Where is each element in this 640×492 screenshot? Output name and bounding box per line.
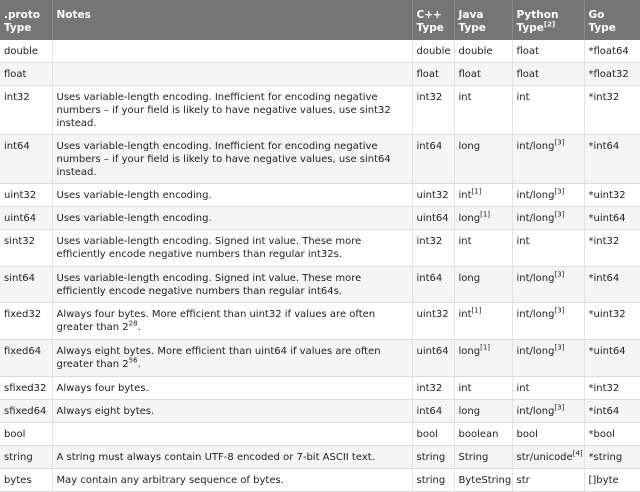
table-row: [0, 86, 640, 135]
python-type-value: float: [516, 46, 539, 57]
python-type-value: bool: [516, 429, 538, 440]
notes-text: Uses variable-length encoding. Inefficient for encoding negative numbers – if your field is likely to have negative values, use sint32 instead.: [56, 92, 391, 129]
go-type-value: *uint32: [588, 309, 626, 320]
go-type-cell: [584, 303, 640, 340]
proto-type-value: int32: [4, 92, 30, 103]
proto-type-value: bool: [4, 429, 26, 440]
cpp-type-cell: [412, 40, 454, 63]
go-type-value: []byte: [588, 475, 619, 486]
cpp-type-value: float: [416, 69, 439, 80]
notes-exponent: 56: [128, 356, 138, 365]
cpp-type-cell: [412, 230, 454, 267]
header-proto-type: [0, 0, 52, 40]
notes-cell: [52, 303, 412, 340]
java-type-cell: [454, 469, 512, 492]
python-type-cell: [512, 63, 584, 86]
python-footnote-link[interactable]: [3]: [554, 403, 565, 412]
notes-text: May contain any arbitrary sequence of bytes.: [56, 475, 284, 486]
table-row: [0, 377, 640, 400]
go-type-cell: [584, 135, 640, 184]
notes-text: A string must always contain UTF-8 encoded or 7-bit ASCII text.: [56, 452, 375, 463]
python-type-cell: [512, 377, 584, 400]
go-type-cell: [584, 207, 640, 230]
python-type-value: str: [516, 475, 530, 486]
java-type-value: String: [458, 452, 489, 463]
cpp-type-value: int32: [416, 92, 443, 103]
proto-type-value: sfixed64: [4, 406, 47, 417]
go-type-value: *int32: [588, 383, 620, 394]
notes-cell: [52, 135, 412, 184]
python-type-value: int/long: [516, 309, 555, 320]
table-row: [0, 446, 640, 469]
java-footnote-link[interactable]: [1]: [480, 210, 491, 219]
java-type-value: int: [458, 309, 472, 320]
notes-cell: [52, 400, 412, 423]
table-row: [0, 267, 640, 303]
go-type-value: *int64: [588, 141, 620, 152]
proto-type-cell: [0, 230, 52, 267]
table-row: [0, 340, 640, 377]
python-footnote-link[interactable]: [3]: [554, 187, 565, 196]
go-type-value: *int32: [588, 92, 620, 103]
cpp-type-cell: [412, 207, 454, 230]
notes-exponent: 28: [128, 319, 138, 328]
cpp-type-cell: [412, 469, 454, 492]
python-type-value: int: [516, 236, 530, 247]
cpp-type-value: uint64: [416, 213, 449, 224]
cpp-type-cell: [412, 86, 454, 135]
cpp-type-cell: [412, 377, 454, 400]
proto-type-value: sfixed32: [4, 383, 47, 394]
notes-cell: [52, 63, 412, 86]
go-type-cell: [584, 40, 640, 63]
header-notes: [52, 0, 412, 40]
go-type-value: *int64: [588, 406, 620, 417]
java-type-cell: [454, 63, 512, 86]
proto-type-cell: [0, 400, 52, 423]
cpp-type-value: bool: [416, 429, 438, 440]
java-type-cell: [454, 267, 512, 303]
java-type-cell: [454, 86, 512, 135]
python-type-value: int/long: [516, 190, 555, 201]
proto-type-cell: [0, 40, 52, 63]
table-body: [0, 40, 640, 492]
cpp-type-cell: [412, 446, 454, 469]
proto-type-value: bytes: [4, 475, 32, 486]
proto-type-cell: [0, 267, 52, 303]
cpp-type-cell: [412, 267, 454, 303]
notes-cell: [52, 184, 412, 207]
python-type-cell: [512, 207, 584, 230]
python-type-value: int: [516, 92, 530, 103]
proto-type-value: string: [4, 452, 33, 463]
cpp-type-value: uint64: [416, 346, 449, 357]
notes-text: Always eight bytes.: [56, 406, 155, 417]
go-type-cell: [584, 446, 640, 469]
header-cpp-type-label: C++ Type: [416, 9, 444, 34]
header-proto-type-label: .proto Type: [4, 9, 41, 34]
java-type-value: long: [458, 346, 481, 357]
go-type-value: *uint64: [588, 213, 626, 224]
cpp-type-value: string: [416, 475, 446, 486]
proto-type-cell: [0, 423, 52, 446]
table-row: [0, 135, 640, 184]
java-type-cell: [454, 400, 512, 423]
go-type-value: *float32: [588, 69, 629, 80]
cpp-type-value: int64: [416, 406, 443, 417]
java-type-value: float: [458, 69, 481, 80]
go-type-value: *int32: [588, 236, 620, 247]
notes-text: Always four bytes. More efficient than uint32 if values are often greater than 2: [56, 309, 376, 333]
go-type-value: *bool: [588, 429, 615, 440]
proto-type-cell: [0, 184, 52, 207]
java-footnote-link[interactable]: [1]: [471, 187, 482, 196]
python-type-value: int/long: [516, 141, 555, 152]
go-type-value: *float64: [588, 46, 629, 57]
java-type-cell: [454, 423, 512, 446]
notes-text: Uses variable-length encoding.: [56, 190, 212, 201]
table-row: [0, 184, 640, 207]
java-type-value: boolean: [458, 429, 499, 440]
header-python-footnote[interactable]: [2]: [543, 20, 556, 29]
cpp-type-value: uint32: [416, 309, 449, 320]
go-type-cell: [584, 267, 640, 303]
proto-type-value: uint32: [4, 190, 37, 201]
header-notes-label: Notes: [56, 9, 91, 21]
python-type-value: int/long: [516, 213, 555, 224]
cpp-type-value: int64: [416, 141, 443, 152]
proto-type-value: uint64: [4, 213, 37, 224]
java-type-value: int: [458, 383, 472, 394]
cpp-type-cell: [412, 400, 454, 423]
header-java-type: [454, 0, 512, 40]
notes-cell: [52, 423, 412, 446]
proto-type-cell: [0, 303, 52, 340]
notes-text-end: .: [137, 359, 141, 370]
java-type-cell: [454, 184, 512, 207]
java-footnote-link[interactable]: [1]: [471, 306, 482, 315]
notes-text: Uses variable-length encoding.: [56, 213, 212, 224]
cpp-type-cell: [412, 184, 454, 207]
python-type-cell: [512, 423, 584, 446]
cpp-type-cell: [412, 340, 454, 377]
proto-type-value: double: [4, 46, 39, 57]
python-type-cell: [512, 135, 584, 184]
proto-type-value: float: [4, 69, 27, 80]
notes-cell: [52, 446, 412, 469]
go-type-cell: [584, 230, 640, 267]
python-type-cell: [512, 446, 584, 469]
java-type-value: long: [458, 273, 481, 284]
go-type-value: *uint32: [588, 190, 626, 201]
python-footnote-link[interactable]: [3]: [554, 210, 565, 219]
python-type-cell: [512, 184, 584, 207]
java-type-cell: [454, 340, 512, 377]
go-type-cell: [584, 377, 640, 400]
java-type-value: long: [458, 213, 481, 224]
java-type-value: double: [458, 46, 493, 57]
table-row: [0, 469, 640, 492]
go-type-value: *string: [588, 452, 623, 463]
python-type-cell: [512, 303, 584, 340]
cpp-type-value: int32: [416, 236, 443, 247]
cpp-type-cell: [412, 135, 454, 184]
proto-type-value: sint64: [4, 273, 35, 284]
go-type-cell: [584, 340, 640, 377]
cpp-type-value: double: [416, 46, 451, 57]
java-type-value: long: [458, 141, 481, 152]
java-type-value: long: [458, 406, 481, 417]
go-type-value: *int64: [588, 273, 620, 284]
table-row: [0, 207, 640, 230]
python-type-value: str/unicode: [516, 452, 573, 463]
go-type-cell: [584, 469, 640, 492]
python-type-value: int: [516, 383, 530, 394]
python-type-value: int/long: [516, 346, 555, 357]
python-type-cell: [512, 469, 584, 492]
python-type-value: int/long: [516, 273, 555, 284]
notes-text: Always four bytes.: [56, 383, 149, 394]
python-footnote-link[interactable]: [3]: [554, 306, 565, 315]
proto-type-value: fixed64: [4, 346, 42, 357]
table-row: [0, 400, 640, 423]
go-type-cell: [584, 423, 640, 446]
notes-cell: [52, 377, 412, 400]
java-type-cell: [454, 446, 512, 469]
notes-text: Always eight bytes. More efficient than uint64 if values are often greater than 2: [56, 346, 381, 370]
python-type-cell: [512, 40, 584, 63]
cpp-type-value: uint32: [416, 190, 449, 201]
notes-cell: [52, 207, 412, 230]
table-row: [0, 40, 640, 63]
proto-type-value: int64: [4, 141, 30, 152]
notes-cell: [52, 340, 412, 377]
python-type-value: float: [516, 69, 539, 80]
go-type-cell: [584, 86, 640, 135]
python-type-cell: [512, 230, 584, 267]
go-type-cell: [584, 63, 640, 86]
cpp-type-cell: [412, 63, 454, 86]
header-go-type: [584, 0, 640, 40]
java-type-value: int: [458, 236, 472, 247]
notes-text-end: .: [137, 322, 141, 333]
table-row: [0, 230, 640, 267]
notes-cell: [52, 40, 412, 63]
header-cpp-type: [412, 0, 454, 40]
cpp-type-value: int64: [416, 273, 443, 284]
proto-type-cell: [0, 340, 52, 377]
header-go-type-label: Go Type: [588, 9, 616, 34]
go-type-value: *uint64: [588, 346, 626, 357]
header-python-type: [512, 0, 584, 40]
proto-type-cell: [0, 135, 52, 184]
table-header: [0, 0, 640, 40]
java-footnote-link[interactable]: [1]: [480, 343, 491, 352]
python-footnote-link[interactable]: [4]: [572, 449, 583, 458]
header-row: [0, 0, 640, 40]
python-footnote-link[interactable]: [3]: [554, 270, 565, 279]
java-type-value: ByteString: [458, 475, 512, 486]
notes-text: Uses variable-length encoding. Signed int value. These more efficiently encode negative numbers than regular int32s.: [56, 236, 362, 260]
java-type-cell: [454, 207, 512, 230]
java-type-cell: [454, 40, 512, 63]
python-type-cell: [512, 340, 584, 377]
proto-type-cell: [0, 63, 52, 86]
proto-type-cell: [0, 207, 52, 230]
table-row: [0, 423, 640, 446]
python-type-cell: [512, 400, 584, 423]
notes-cell: [52, 86, 412, 135]
notes-cell: [52, 469, 412, 492]
cpp-type-value: int32: [416, 383, 443, 394]
java-type-cell: [454, 135, 512, 184]
java-type-value: int: [458, 92, 472, 103]
java-type-cell: [454, 303, 512, 340]
cpp-type-value: string: [416, 452, 446, 463]
python-type-cell: [512, 86, 584, 135]
proto-type-value: sint32: [4, 236, 35, 247]
java-type-cell: [454, 230, 512, 267]
table-row: [0, 303, 640, 340]
proto-type-cell: [0, 469, 52, 492]
cpp-type-cell: [412, 423, 454, 446]
cpp-type-cell: [412, 303, 454, 340]
proto-type-cell: [0, 446, 52, 469]
notes-cell: [52, 267, 412, 303]
java-type-cell: [454, 377, 512, 400]
go-type-cell: [584, 400, 640, 423]
proto-type-cell: [0, 86, 52, 135]
notes-text: Uses variable-length encoding. Inefficient for encoding negative numbers – if your field is likely to have negative values, use sint64 instead.: [56, 141, 391, 178]
notes-text: Uses variable-length encoding. Signed int value. These more efficiently encode negative numbers than regular int64s.: [56, 273, 362, 297]
python-type-value: int/long: [516, 406, 555, 417]
notes-cell: [52, 230, 412, 267]
go-type-cell: [584, 184, 640, 207]
python-type-cell: [512, 267, 584, 303]
table-row: [0, 63, 640, 86]
header-java-type-label: Java Type: [458, 9, 486, 34]
java-type-value: int: [458, 190, 472, 201]
proto-type-cell: [0, 377, 52, 400]
python-footnote-link[interactable]: [3]: [554, 343, 565, 352]
proto-type-value: fixed32: [4, 309, 42, 320]
header-python-type-label: Python Type: [516, 9, 559, 34]
python-footnote-link[interactable]: [3]: [554, 138, 565, 147]
